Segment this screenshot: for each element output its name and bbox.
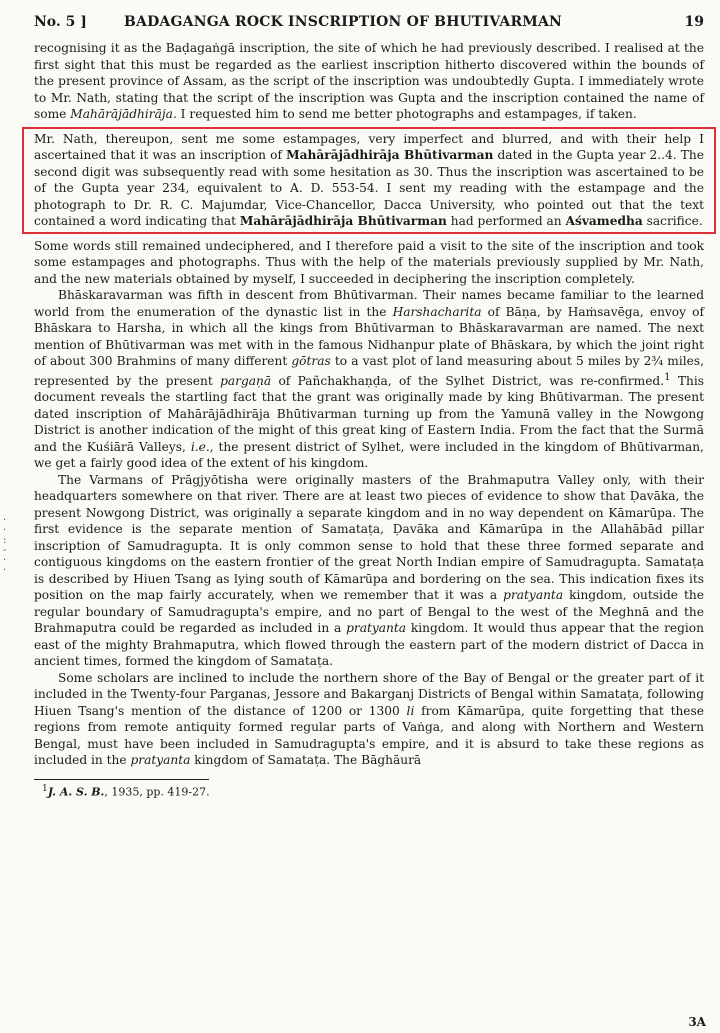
p1-text-b: . I requested him to send me better photographs and estampages, if taken. [172, 107, 637, 121]
issue-number: No. 5 ] [34, 14, 87, 30]
footnote-rest: , 1935, pp. 419-27. [104, 785, 210, 799]
p5-li: li [406, 703, 415, 718]
footnote-ref[interactable]: 1 [664, 371, 671, 383]
page-number: 19 [684, 14, 704, 30]
hl-text-c: had performed an [446, 214, 566, 228]
p4-text-a: The Varmans of Prāgjyōtisha were originally masters of the Brahmaputra Valley only, with their headquarters somewhere on that river. There are at least two pieces of evidence to show that Ḍavāka, the present Nowgong District, was originally a separate kingdom and in no way dependent on Kāmarūpa. The first evidence is the separate mention of Samataṭa, Ḍavāka and Kāmarūpa in the Allahābād pillar inscription of Samudragupta. It is only common sense to hold that these three formed separate and contiguous kingdoms on the eastern frontier of the great North Indian empire of Samudragupta. Samataṭa is described by Hiuen Tsang as lying south of Kāmarūpa and bordering on the sea. This indication fixes its position on the map fairly accurately, when we remember that it was a [34, 472, 704, 603]
margin-mark: · · : - · · [3, 515, 7, 576]
hl-text-a: Mr. Nath, thereupon, sent me some estampages, very imperfect and blurred, and with their help I ascertained that it was an inscription of [34, 131, 704, 162]
footnote-divider [34, 779, 209, 780]
p3-text-c: to a vast plot of land measuring about 5 miles by 2¾ miles, represented by the present [34, 354, 704, 388]
p5-text-c: kingdom of Samataṭa. The Bāghāurā [190, 753, 422, 768]
footnote-mark: 1 [42, 782, 48, 794]
paragraph-3 [34, 287, 704, 472]
footnote [34, 783, 704, 799]
p3-text-e: This document reveals the startling fact that the grant was originally made by king Bhūtivarman. The present dated inscription of Mahārājādhirāja Bhūtivarman turning up from the Yamunā valley in the Nowgong District is another indication of the might of this great king of Eastern India. From the fact that the Surmā and the Kuśiārā Valleys, [34, 373, 705, 454]
p3-ie: i.e. [190, 439, 210, 454]
hl-text-b: dated in the Gupta year 2..4. The second digit was subsequently read with some hesitation as 30. Thus the inscription was ascertained to be of the Gupta year 234, equivalent to A. D. 553-54. I sent my reading with the estampage and the photograph to Dr. R. C. Majumdar, Vice-Chancellor, Dacca University, who pointed out that the text contained a word indicating that [34, 148, 704, 228]
p3-text-a: Bhāskaravarman was fifth in descent from Bhūtivarman. Their names became familiar to the learned world from the enumeration of the dynastic list in the [34, 288, 704, 319]
footnote-journal: J. A. S. B. [47, 785, 105, 799]
running-header [34, 14, 704, 40]
signature-mark: 3A [688, 1015, 706, 1029]
highlighted-passage [22, 127, 716, 234]
p5-pratyanta: pratyanta [130, 753, 191, 768]
p3-text-f: , the present district of Sylhet, were included in the kingdom of Bhūtivarman, we get a fairly good idea of the extent of his kingdom. [34, 439, 704, 471]
p3-text-d: of Pañchakhaṇḍa, of the Sylhet District, was re-confirmed. [271, 373, 665, 388]
page [34, 14, 704, 798]
paragraph-2: Some words still remained undeciphered, and I therefore paid a visit to the site of the inscription and took some estampages and photographs. Thus with the help of the materials previously supplied by Mr. Nath, and the new materials obtained by myself, I succeeded in deciphering the inscription completely. [34, 238, 704, 286]
hl-asvamedha: Aśvamedha [565, 214, 643, 228]
p3-harshacharita: Harshacharita [392, 304, 482, 319]
paragraph-4 [34, 472, 704, 670]
p3-text-b: of Bāṇa, by Haṁsavēga, envoy of Bhāskara to Harsha, in which all the kings from Bhūtivarman to Bhāskaravarman are named. The next mention of Bhūtivarman was met with in the famous Nidhanpur plate of Bhāskara, by which the joint right of about 300 Brahmins of many different [34, 304, 704, 368]
running-title: BADAGANGA ROCK INSCRIPTION OF BHUTIVARMAN [124, 14, 563, 30]
p3-gotras: gōtras [291, 354, 331, 368]
hl-text-d: sacrifice. [642, 214, 703, 228]
p3-pargana: pargaṇā [220, 373, 272, 388]
article-body [34, 40, 704, 769]
p5-text-b: from Kāmarūpa, quite forgetting that these regions from remote antiquity formed regular parts of Vaṅga, and along with Northern and Western Bengal, must have been included in Samudragupta's empire, and it is absurd to take these regions as included in the [34, 703, 704, 768]
paragraph-1 [34, 40, 704, 123]
p4-text-b: kingdom, outside the regular boundary of Samudragupta's empire, and no part of Bengal to the west of the Meghnā and the Brahmaputra could be regarded as included in a [34, 588, 704, 636]
p4-pratyanta-1: pratyanta [503, 588, 564, 603]
hl-king-name-2: Mahārājādhirāja Bhūtivarman [239, 214, 447, 228]
paragraph-5 [34, 670, 704, 769]
p1-term: Mahārājādhirāja [70, 107, 173, 121]
hl-king-name-1: Mahārājādhirāja Bhūtivarman [286, 148, 494, 162]
p5-text-a: Some scholars are inclined to include the northern shore of the Bay of Bengal or the greater part of it included in the Twenty-four Parganas, Jessore and Bakarganj Districts of Bengal within Samataṭa, following Hiuen Tsang's mention of the distance of 1200 or 1300 [34, 670, 704, 718]
p1-text-a: recognising it as the Baḍagaṅgā inscription, the site of which he had previously described. I realised at the first sight that this must be regarded as the earliest inscription hitherto discovered within the bounds of the present province of Assam, as the script of the inscription was undoubtedly Gupta. I immediately wrote to Mr. Nath, stating that the script of the inscription was Gupta and the inscription contained the name of some [34, 41, 704, 121]
p4-text-c: kingdom. It would thus appear that the region east of the mighty Brahmaputra, which flowed through the eastern part of the modern district of Dacca in ancient times, formed the kingdom of Samataṭa. [34, 621, 704, 669]
p4-pratyanta-2: pratyanta [346, 621, 407, 636]
